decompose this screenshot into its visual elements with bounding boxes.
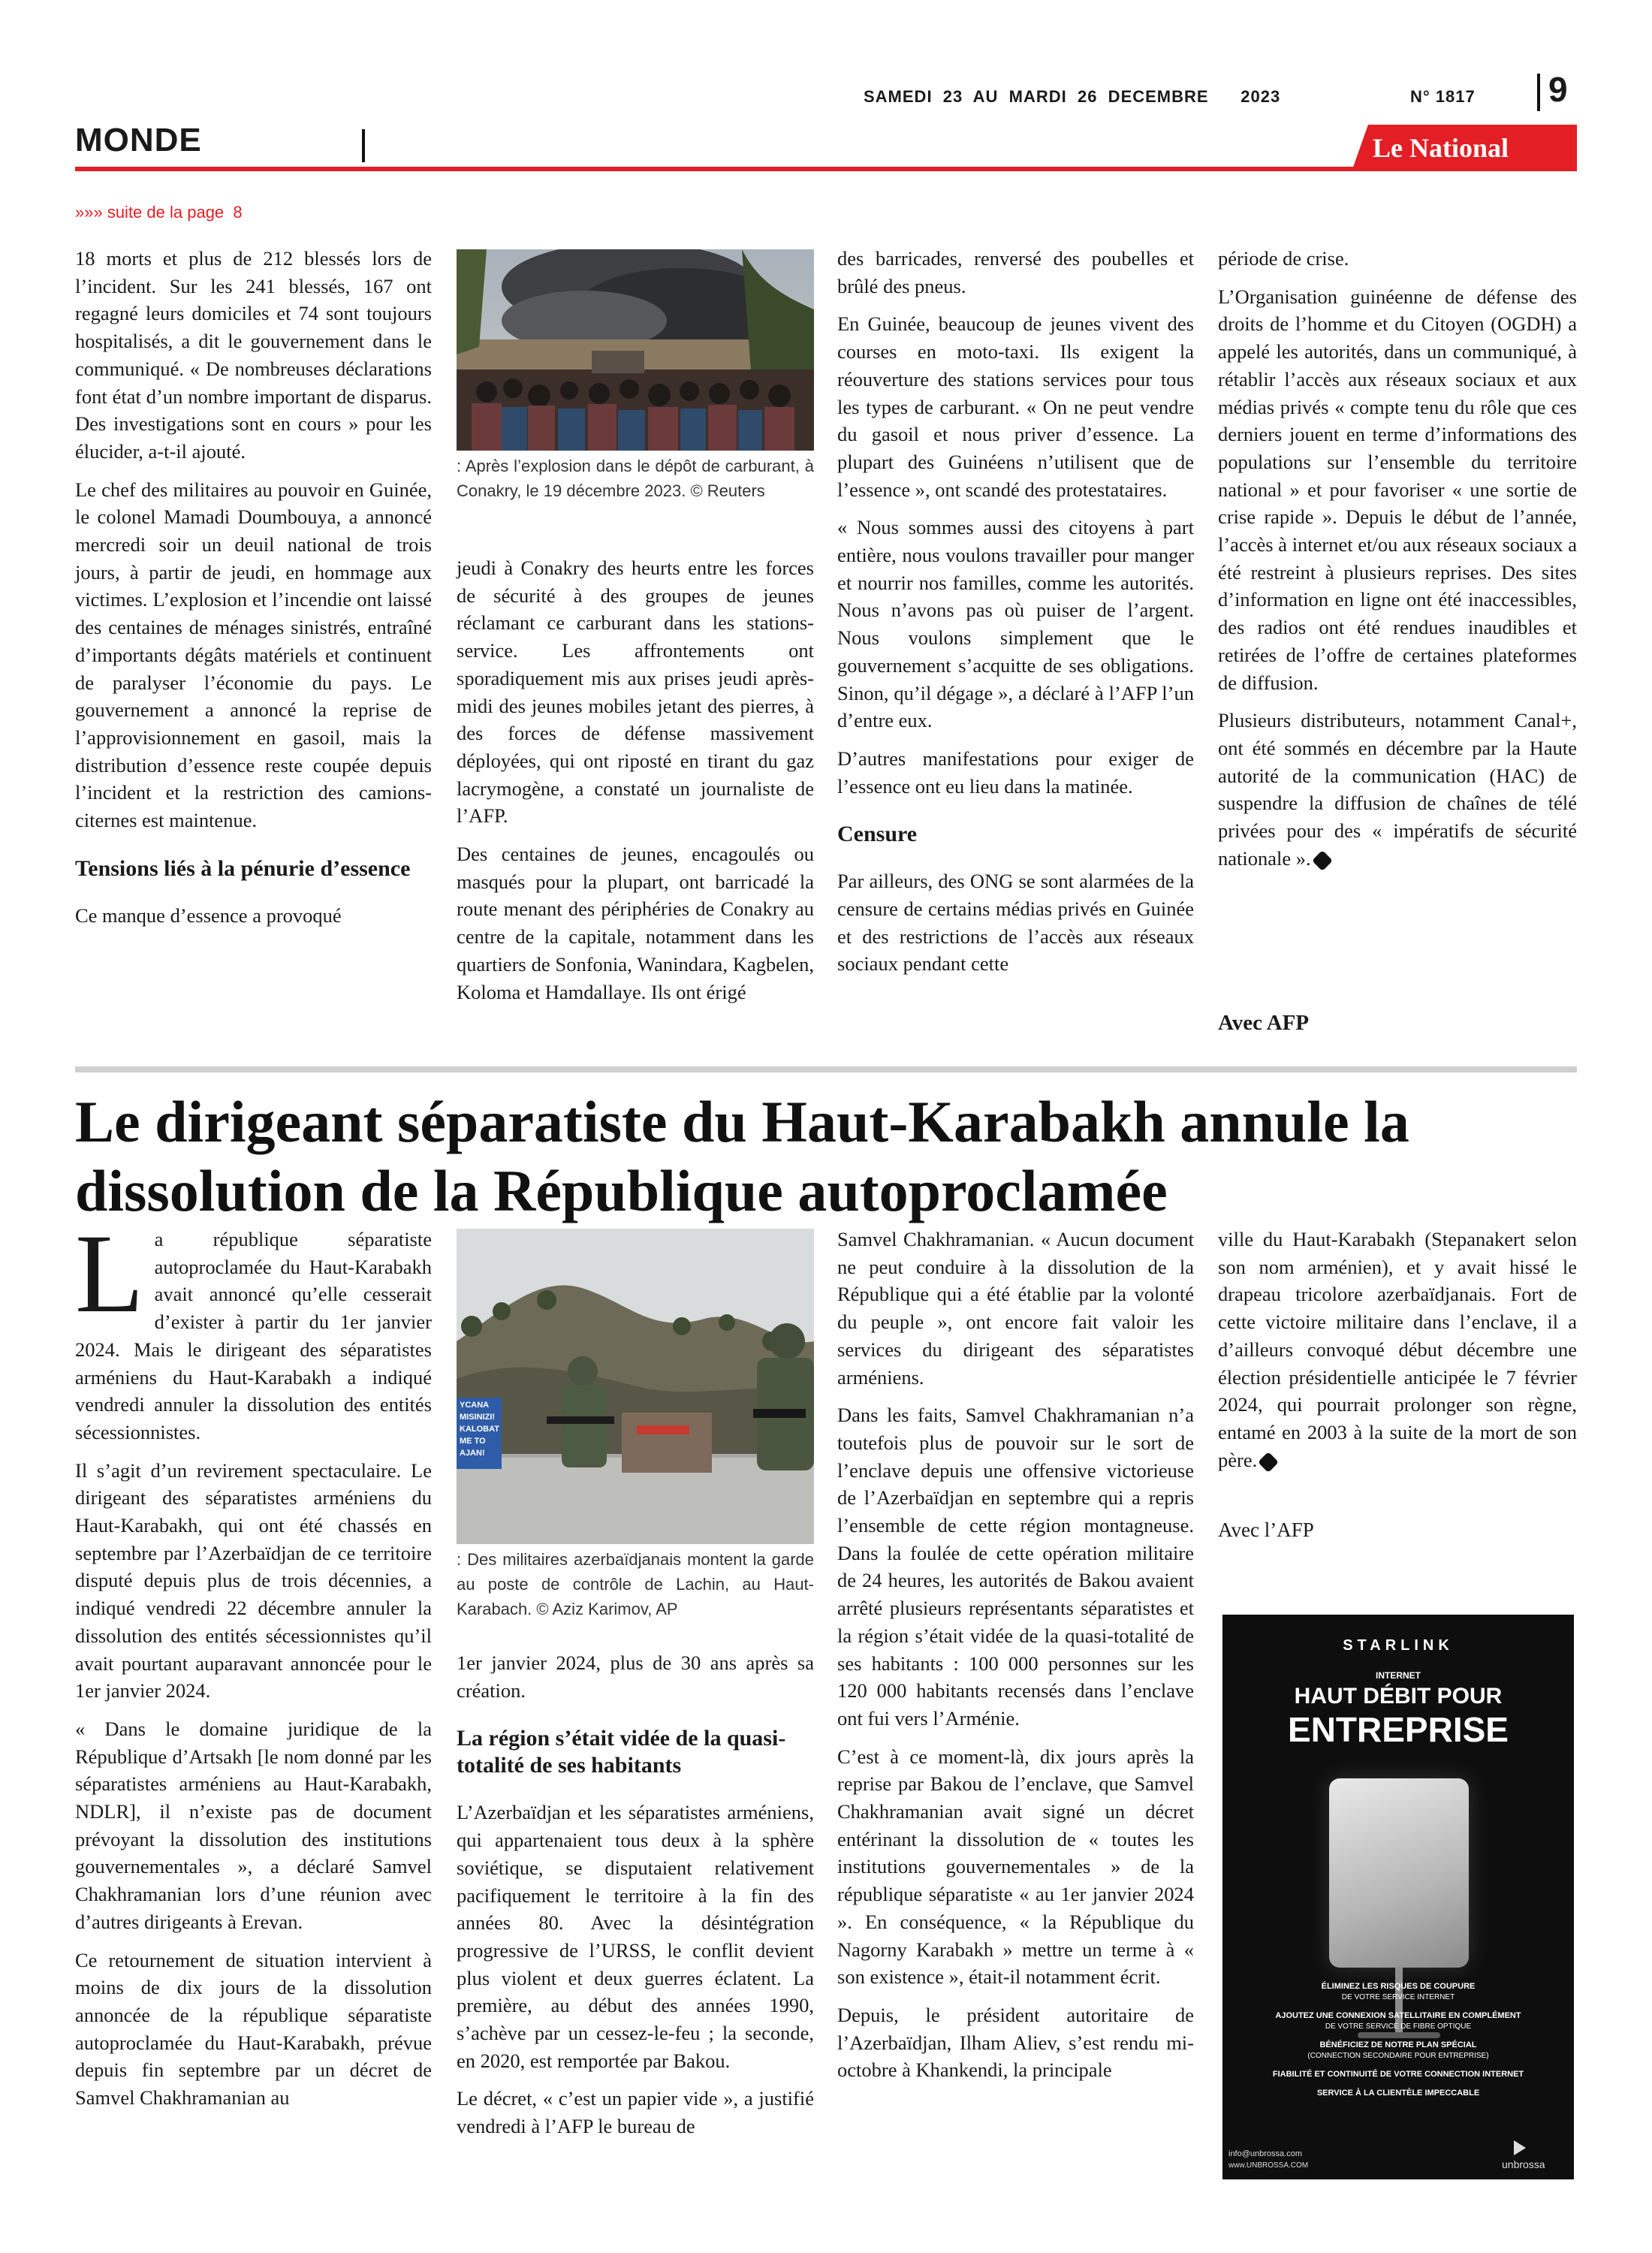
article-separator bbox=[75, 1066, 1577, 1072]
article1-column-1 bbox=[75, 245, 432, 940]
subheading: Censure bbox=[837, 822, 918, 847]
ad-bullet: FIABILITÉ ET CONTINUITÉ DE VOTRE CONNECTION INTERNET bbox=[1272, 2070, 1524, 2079]
article1-signature: Avec AFP bbox=[1218, 1011, 1310, 1035]
ad-kicker: INTERNET bbox=[1376, 1670, 1421, 1681]
paragraph: C’est à ce moment-là, dix jours après la reprise par Bakou de l’enclave, que Samvel Chakhramanian avait signé un décret entérinant la dissolution de « toutes les institutions gouvernementales » de la république séparatiste « au 1er janvier 2024 ». En conséquence, « la République du Nagorny Karabakh » mettre un terme à « son existence », était-il notamment écrit. bbox=[837, 1745, 1194, 1989]
subheading: Tensions liés à la pénurie d’essence bbox=[75, 855, 411, 881]
ad-bullet: AJOUTEZ UNE CONNEXION SATELLITAIRE EN COMPLÉMENT bbox=[1275, 2011, 1521, 2020]
svg-text:AJAN!: AJAN! bbox=[460, 1449, 485, 1458]
paragraph: L’Azerbaïdjan et les séparatistes arméniens, qui appartenaient tous deux à la sphère soviétique, se disputaient relativement pacifiquement le territoire à la fin des années 80. Avec la désintégration progressive de l’URSS, le conflit devient plus violent et deux guerres éclatent. La première, au début des années 1990, s’achève par un cessez-le-feu ; la seconde, en 2020, est remportée par Bakou. bbox=[457, 1801, 814, 2072]
article1-column-4 bbox=[1218, 245, 1577, 882]
paragraph: période de crise. bbox=[1218, 247, 1349, 270]
paragraph bbox=[1218, 707, 1577, 872]
paragraph bbox=[75, 1211, 432, 1446]
paragraph: 1er janvier 2024, plus de 30 ans après sa création. bbox=[457, 1651, 814, 1702]
article1-column-3 bbox=[837, 245, 1194, 988]
paragraph: Des centaines de jeunes, encagoulés ou masqués pour la plupart, ont barricadé la route menant des périphéries de Conakry au centre de la capitale, notamment dans les quartiers de Sonfonia, Wanindara, Kagbelen, Koloma et Hamdallaye. Ils ont érigé bbox=[457, 843, 814, 1003]
subheading: La région s’était vidée de la quasi-totalité de ses habitants bbox=[457, 1726, 786, 1778]
section-rubric: MONDE bbox=[75, 122, 202, 158]
paragraph: « Nous sommes aussi des citoyens à part entière, nous voulons travailler pour manger et nourrir nos familles, comme les autorités. Nous n’avons pas où puiser de l’argent. Nous voulons simplement que le gouvernement s’acquitte de ses obligations. Sinon, qu’il dégage », a déclaré à l’AFP l’un d’entre eux. bbox=[837, 516, 1194, 732]
issue-date: SAMEDI 23 AU MARDI 26 DECEMBRE 2023 bbox=[864, 87, 1281, 106]
paragraph: En Guinée, beaucoup de jeunes vivent des courses en moto-taxi. Ils exigent la réouverture des stations services pour tous les types de carburant. « On ne peut vendre du gasoil et nous priver d’essence. La plupart des Guinéens n’utilisent que de l’essence », ont scandé des protestataires. bbox=[837, 312, 1194, 501]
svg-text:MISINIZI!: MISINIZI! bbox=[460, 1413, 496, 1422]
article2-column-2 bbox=[457, 1649, 814, 2151]
ad-bullet-sub: (CONNECTION SECONDAIRE POUR ENTREPRISE) bbox=[1307, 2052, 1489, 2060]
article2-headline: Le dirigeant séparatiste du Haut-Karabakh annule la dissolution de la République autoproclamée bbox=[75, 1089, 1409, 1223]
ad-contact-email[interactable]: info@unbrossa.com bbox=[1228, 2149, 1302, 2158]
ad-bullet-sub: DE VOTRE SERVICE DE FIBRE OPTIQUE bbox=[1325, 2022, 1472, 2031]
paragraph: Dans les faits, Samvel Chakhramanian n’a toutefois plus de pouvoir sur le sort de l’enclave depuis une offensive victorieuse de l’Azerbaïdjan en septembre qui a repris l’ensemble de cette région montagneuse. Dans la foulée de cette opération militaire de 24 heures, les autorités de Bakou avaient arrêté plusieurs représentants séparatistes et la région s’était vidée de la quasi-totalité de ses habitants : 100 000 personnes sur les 120 000 habitants recensés dans l’enclave ont fui vers l’Arménie. bbox=[837, 1404, 1194, 1730]
last-paragraph-text: Plusieurs distributeurs, notamment Canal+, ont été sommés en décembre par la Haute autorité de la communication (HAC) de suspendre la diffusion de chaînes de télé privées pour des « impératifs de sécurité nationale ». bbox=[1218, 709, 1577, 870]
ad-title-line-1: HAUT DÉBIT POUR bbox=[1294, 1684, 1503, 1709]
explosion-photo bbox=[457, 249, 814, 451]
article1-column-2 bbox=[457, 554, 814, 1016]
ad-benefits bbox=[1237, 1981, 1559, 2099]
paragraph: Depuis, le président autoritaire de l’Azerbaïdjan, Ilham Aliev, s’est rendu mi-octobre à Khankendi, la principale bbox=[837, 2003, 1194, 2082]
paragraph: « Dans le domaine juridique de la République d’Artsakh [le nom donné par les séparatistes arméniens au Haut-Karabakh, NDLR], il n’existe pas de document prévoyant la dissolution des institutions gouvernementales », a déclaré Samvel Chakhramanian lors d’une réunion avec d’autres dirigeants à Erevan. bbox=[75, 1717, 432, 1933]
paragraph: jeudi à Conakry des heurts entre les forces de sécurité à des groupes de jeunes réclamant ce carburant dans les stations-service. Les affrontements ont sporadiquement mis aux prises jeudi après-midi des jeunes mobiles jetant des pierres, à des forces de défense massivement déployées, qui ont riposté en tirant du gaz lacrymogène, a constaté un journaliste de l’AFP. bbox=[457, 556, 814, 828]
svg-text:ME TO: ME TO bbox=[460, 1437, 486, 1446]
paragraph: Samvel Chakhramanian. « Aucun document ne peut conduire à la dissolution de la République qui a été établie par la volonté du peuple », ont encore fait valoir les services du dirigeant des séparatistes arméniens. bbox=[837, 1228, 1194, 1389]
ad-bullet: BÉNÉFICIEZ DE NOTRE PLAN SPÉCIAL bbox=[1319, 2040, 1477, 2049]
end-of-article-icon bbox=[1258, 1452, 1279, 1473]
soldiers-photo-caption: : Des militaires azerbaïdjanais montent la garde au poste de contrôle de Lachin, au Haut-Karabach. © Aziz Karimov, AP bbox=[457, 1550, 814, 1618]
ad-bullet: SERVICE À LA CLIENTÈLE IMPECCABLE bbox=[1316, 2089, 1480, 2098]
paragraph: Le chef des militaires au pouvoir en Guinée, le colonel Mamadi Doumbouya, a annoncé mercredi soir un deuil national de trois jours, à partir de jeudi, en hommage aux victimes. L’explosion et l’incendie ont laissé des centaines de ménages sinistrés, entraîné d’importants dégâts matériels et continuent de paralyser l’économie du pays. Le gouvernement a annoncé la reprise de l’approvisionnement en gasoil, mais la distribution d’essence reste coupée depuis l’incident et la restriction des camions-citernes est maintenue. bbox=[75, 478, 432, 832]
ad-logo-text: unbrossa bbox=[1502, 2158, 1545, 2170]
end-of-article-icon bbox=[1312, 850, 1333, 871]
last-paragraph-text: ville du Haut-Karabakh (Stepanakert selon son nom arménien), et y avait hissé le drapeau tricolore azerbaïdjanais. Fort de cette victoire militaire dans l’enclave, il a d’ailleurs convoqué début décembre une élection présidentielle anticipée le 7 février 2024, qui pourrait prolonger son règne, entamé en 2003 à la suite de la mort de son père. bbox=[1218, 1228, 1577, 1471]
paragraph: 18 morts et plus de 212 blessés lors de l’incident. Sur les 241 blessés, 167 ont regagné leurs domiciles et 74 sont toujours hospitalisés, a dit le gouvernement dans le communiqué. « De nombreuses déclarations font état d’un nombre important de disparus. Des investigations sont en cours » pour les élucider, a-t-il ajouté. bbox=[75, 247, 432, 463]
unbrossa-logo-icon bbox=[1514, 2140, 1526, 2155]
issue-number: N° 1817 bbox=[1410, 87, 1476, 106]
page-number: 9 bbox=[1548, 70, 1568, 109]
soldiers-photo bbox=[457, 1229, 814, 1544]
ad-brand: STARLINK bbox=[1343, 1637, 1454, 1654]
satellite-dish-icon bbox=[1329, 1778, 1469, 1968]
paragraph: Le décret, « c’est un papier vide », a justifié vendredi à l’AFP le bureau de bbox=[457, 2087, 814, 2138]
paragraph: D’autres manifestations pour exiger de l’essence ont eu lieu dans la matinée. bbox=[837, 746, 1194, 798]
rubric-divider bbox=[362, 129, 365, 162]
paragraph: L’Organisation guinéenne de défense des droits de l’homme et du Citoyen (OGDH) a appelé les autorités, dans un communiqué, à rétablir l’accès aux réseaux sociaux et aux médias privés « compte tenu du rôle que ces derniers jouent en terme d’informations des populations sur l’ensemble du territoire national » et pour favoriser « une sortie de crise rapide ». Depuis le début de l’année, l’accès à internet et/ou aux réseaux sociaux a été restreint à plusieurs reprises. Des sites d’information en ligne ont été inaccessibles, des radios ont été rendues inaudibles et retirées de l’offre de certaines plateformes de diffusion. bbox=[1218, 285, 1577, 694]
explosion-photo-caption: : Après l’explosion dans le dépôt de carburant, à Conakry, le 19 décembre 2023. © Reuters bbox=[457, 457, 814, 500]
drop-cap: L bbox=[75, 1211, 144, 1336]
article2-column-3 bbox=[837, 1226, 1194, 2095]
ad-contact-website[interactable]: www.UNBROSSA.COM bbox=[1228, 2161, 1309, 2170]
brand-name: Le National bbox=[1373, 133, 1509, 163]
paragraph: Ce manque d’essence a provoqué bbox=[75, 903, 342, 927]
article2-column-1 bbox=[75, 1211, 432, 2122]
continued-from: »»» suite de la page 8 bbox=[75, 203, 243, 222]
starlink-advertisement[interactable] bbox=[1222, 1615, 1574, 2179]
paragraph bbox=[1218, 1226, 1577, 1473]
page-number-divider bbox=[1537, 74, 1540, 111]
ad-title-line-2: ENTREPRISE bbox=[1288, 1710, 1509, 1749]
lead-text: a république séparatiste autoproclamée du Haut-Karabakh avait annoncé qu’elle cesserait d’exister à partir du 1er janvier 2024. Mais le dirigeant des séparatistes arméniens du Haut-Karabakh a indiqué vendredi annuler la dissolution des entités sécessionnistes. bbox=[75, 1228, 432, 1443]
ad-bullet-sub: DE VOTRE SERVICE INTERNET bbox=[1341, 1993, 1455, 2001]
svg-text:KALOBAT: KALOBAT bbox=[460, 1425, 499, 1434]
ad-bullet: ÉLIMINEZ LES RISQUES DE COUPURE bbox=[1321, 1982, 1476, 1991]
article2-signature: Avec l’AFP bbox=[1218, 1519, 1314, 1541]
checkpoint-sign-text: YCANA bbox=[460, 1401, 490, 1410]
paragraph: Il s’agit d’un revirement spectaculaire. Le dirigeant des séparatistes arméniens du Haut-Karabakh, qui ont été chassés en septembre par l’Azerbaïdjan de ce territoire disputé depuis plus de trois décennies, a indiqué vendredi 22 décembre annuler la dissolution des entités sécessionnistes qu’il avait pourtant auparavant annoncée pour le 1er janvier 2024. bbox=[75, 1458, 432, 1703]
paragraph: Par ailleurs, des ONG se sont alarmées de la censure de certains médias privés en Guinée et des restrictions de l’accès aux réseaux sociaux pendant cette bbox=[837, 870, 1194, 976]
article2-column-4 bbox=[1218, 1226, 1577, 1484]
header-red-rule bbox=[75, 167, 1577, 171]
paragraph: Ce retournement de situation intervient à moins de dix jours de la dissolution annoncée de la république séparatiste autoproclamée du Haut-Karabakh, prévue depuis fin septembre par un décret de Samvel Chakhramanian au bbox=[75, 1948, 432, 2110]
paragraph: des barricades, renversé des poubelles et brûlé des pneus. bbox=[837, 247, 1194, 297]
